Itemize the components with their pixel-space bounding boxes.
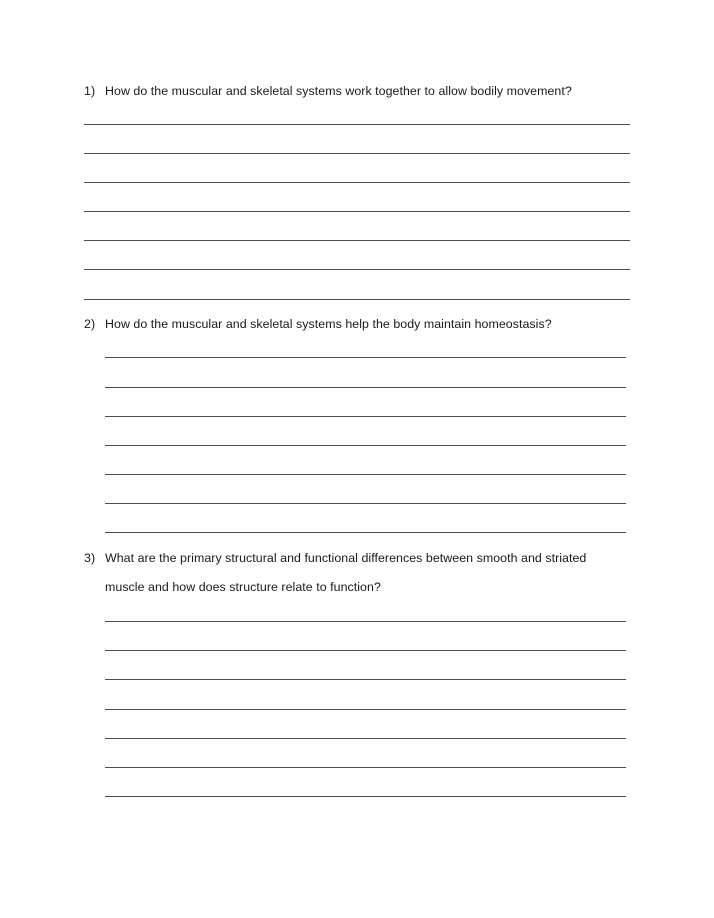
question-number: 2) [84,317,96,331]
answer-line[interactable] [105,416,626,417]
answer-line[interactable] [105,474,626,475]
answer-line[interactable] [105,738,626,739]
answer-line[interactable] [84,153,630,154]
question-text: muscle and how does structure relate to function? [105,580,381,594]
answer-line[interactable] [84,240,630,241]
question-number: 3) [84,551,96,565]
answer-line[interactable] [84,124,630,125]
answer-line[interactable] [105,445,626,446]
question-text: How do the muscular and skeletal systems work together to allow bodily movement? [105,84,572,98]
answer-line[interactable] [105,679,626,680]
question-text: What are the primary structural and functional differences between smooth and striated [105,551,587,565]
answer-line[interactable] [105,621,626,622]
answer-line[interactable] [105,650,626,651]
answer-line[interactable] [84,182,630,183]
answer-line[interactable] [105,767,626,768]
answer-line[interactable] [84,211,630,212]
question-text: How do the muscular and skeletal systems help the body maintain homeostasis? [105,317,552,331]
answer-line[interactable] [105,357,626,358]
answer-line[interactable] [84,299,630,300]
question-number: 1) [84,84,96,98]
answer-line[interactable] [105,532,626,533]
answer-line[interactable] [105,503,626,504]
answer-line[interactable] [105,387,626,388]
answer-line[interactable] [105,796,626,797]
answer-line[interactable] [105,709,626,710]
answer-line[interactable] [84,269,630,270]
